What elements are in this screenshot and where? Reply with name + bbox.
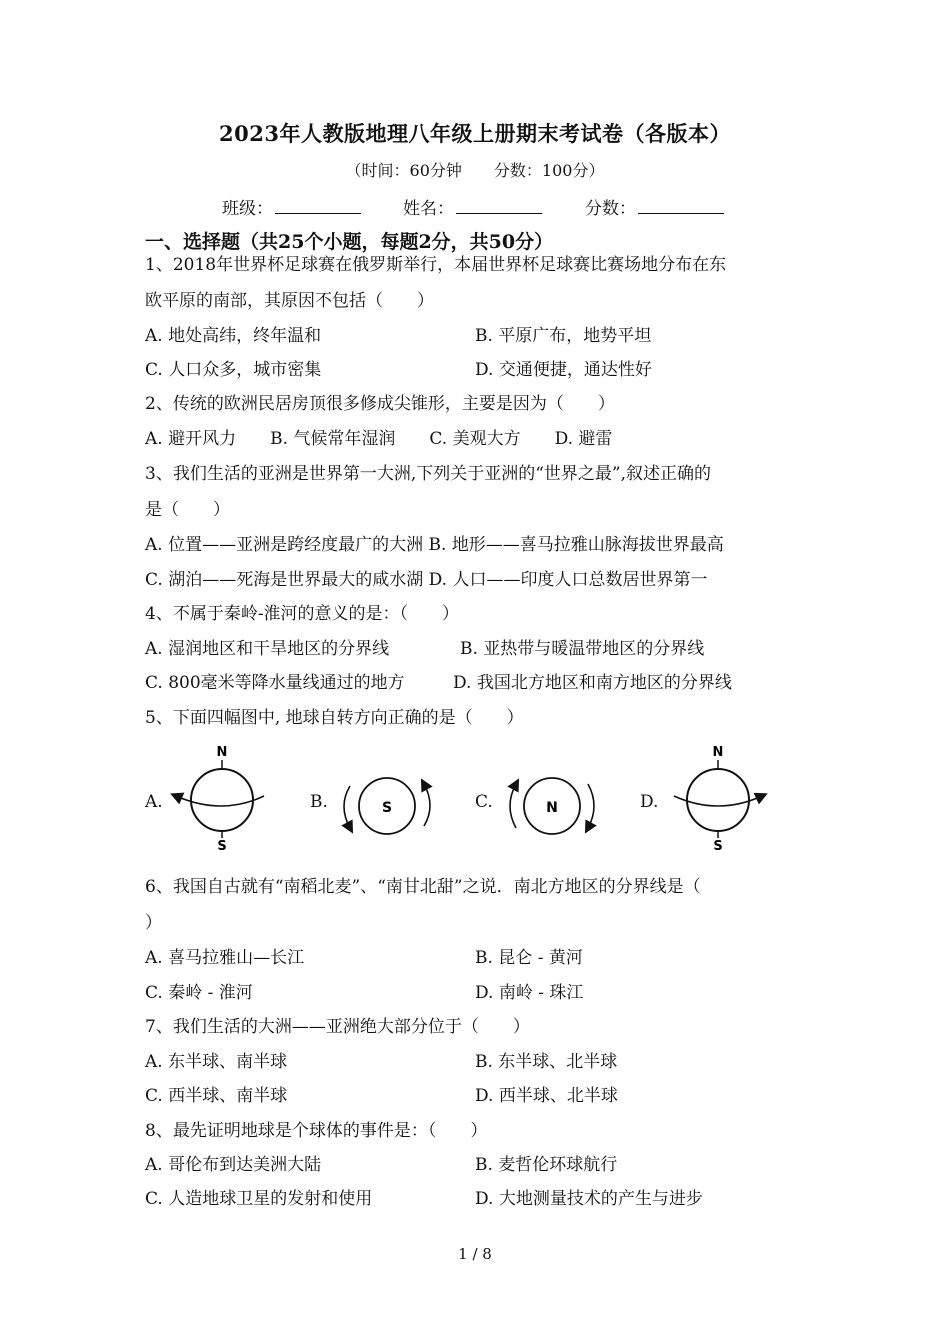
q8-option-b: B. 麦哲伦环球航行 bbox=[475, 1155, 618, 1175]
fig-d-south-label: S bbox=[713, 839, 723, 852]
globe-figure-c bbox=[502, 770, 602, 840]
q6-option-c: C. 秦岭 - 淮河 bbox=[145, 983, 253, 1003]
fig-a-south-label: S bbox=[217, 839, 227, 852]
exam-title: 2023年人教版地理八年级上册期末考试卷（各版本） bbox=[219, 121, 731, 146]
q4-option-d: D. 我国北方地区和南方地区的分界线 bbox=[453, 673, 732, 693]
q1-option-b: B. 平原广布，地势平坦 bbox=[475, 326, 652, 346]
q2-options: A. 避开风力 B. 气候常年湿润 C. 美观大方 D. 避雷 bbox=[145, 429, 613, 449]
globe-figure-d bbox=[668, 740, 768, 852]
q1-option-c: C. 人口众多，城市密集 bbox=[145, 360, 322, 380]
q4-option-b: B. 亚热带与暖温带地区的分界线 bbox=[460, 639, 705, 659]
q5-label-c: C. bbox=[475, 792, 493, 812]
q7-stem: 7、我们生活的大洲——亚洲绝大部分位于（ ） bbox=[145, 1017, 530, 1037]
globe-figure-b bbox=[336, 770, 436, 840]
q6-option-b: B. 昆仑 - 黄河 bbox=[475, 948, 583, 968]
q5-label-d: D. bbox=[640, 792, 659, 812]
q6-option-d: D. 南岭 - 珠江 bbox=[475, 983, 584, 1003]
q7-option-a: A. 东半球、南半球 bbox=[145, 1052, 288, 1072]
q3-options-line2: C. 湖泊——死海是世界最大的咸水湖 D. 人口——印度人口总数居世界第一 bbox=[145, 570, 708, 590]
q4-option-a: A. 湿润地区和干旱地区的分界线 bbox=[145, 639, 390, 659]
q6-stem-line2: ） bbox=[145, 913, 162, 933]
q2-stem: 2、传统的欧洲民居房顶很多修成尖锥形，主要是因为（ ） bbox=[145, 394, 615, 414]
fig-a-north-label: N bbox=[216, 745, 228, 760]
q5-label-a: A. bbox=[145, 792, 163, 812]
q7-option-b: B. 东半球、北半球 bbox=[475, 1052, 618, 1072]
class-blank[interactable] bbox=[275, 197, 361, 214]
q8-option-c: C. 人造地球卫星的发射和使用 bbox=[145, 1189, 373, 1209]
page-number: 1 / 8 bbox=[458, 1245, 492, 1263]
fig-b-center-label: S bbox=[381, 800, 393, 816]
q3-stem-line1: 3、我们生活的亚洲是世界第一大洲,下列关于亚洲的“世界之最”,叙述正确的 bbox=[145, 464, 712, 484]
fig-c-center-label: N bbox=[546, 800, 558, 816]
class-label: 班级： bbox=[222, 199, 273, 219]
q4-stem: 4、不属于秦岭-淮河的意义的是：（ ） bbox=[145, 604, 460, 624]
score-field bbox=[585, 194, 724, 219]
name-label: 姓名： bbox=[403, 199, 454, 219]
q8-option-a: A. 哥伦布到达美洲大陆 bbox=[145, 1155, 322, 1175]
q1-stem-line1: 1、2018年世界杯足球赛在俄罗斯举行，本届世界杯足球赛比赛场地分布在东 bbox=[145, 255, 727, 275]
q8-stem: 8、最先证明地球是个球体的事件是：（ ） bbox=[145, 1121, 488, 1141]
q1-option-a: A. 地处高纬，终年温和 bbox=[145, 326, 322, 346]
q3-stem-line2: 是（ ） bbox=[145, 500, 230, 520]
q5-stem: 5、下面四幅图中, 地球自转方向正确的是（ ） bbox=[145, 708, 524, 728]
class-field bbox=[222, 194, 361, 219]
q8-option-d: D. 大地测量技术的产生与进步 bbox=[475, 1189, 703, 1209]
q6-option-a: A. 喜马拉雅山—长江 bbox=[145, 948, 305, 968]
q3-options-line1: A. 位置——亚洲是跨经度最广的大洲 B. 地形——喜马拉雅山脉海拔世界最高 bbox=[145, 535, 724, 555]
q1-option-d: D. 交通便捷，通达性好 bbox=[475, 360, 652, 380]
fig-d-north-label: N bbox=[712, 745, 724, 760]
section-heading: 一、选择题（共25个小题，每题2分，共50分） bbox=[145, 231, 554, 253]
score-blank[interactable] bbox=[638, 197, 724, 214]
q6-stem-line1: 6、我国自古就有“南稻北麦”、“南甘北甜”之说．南北方地区的分界线是（ bbox=[145, 877, 701, 897]
name-field bbox=[403, 194, 542, 219]
q4-option-c: C. 800毫米等降水量线通过的地方 bbox=[145, 673, 405, 693]
q7-option-c: C. 西半球、南半球 bbox=[145, 1086, 288, 1106]
q5-label-b: B. bbox=[310, 792, 328, 812]
name-blank[interactable] bbox=[456, 197, 542, 214]
q7-option-d: D. 西半球、北半球 bbox=[475, 1086, 618, 1106]
globe-figure-a bbox=[170, 740, 270, 852]
exam-subtitle: （时间：60分钟 分数：100分） bbox=[345, 161, 605, 180]
score-label: 分数： bbox=[585, 199, 636, 219]
q1-stem-line2: 欧平原的南部，其原因不包括（ ） bbox=[145, 291, 434, 311]
